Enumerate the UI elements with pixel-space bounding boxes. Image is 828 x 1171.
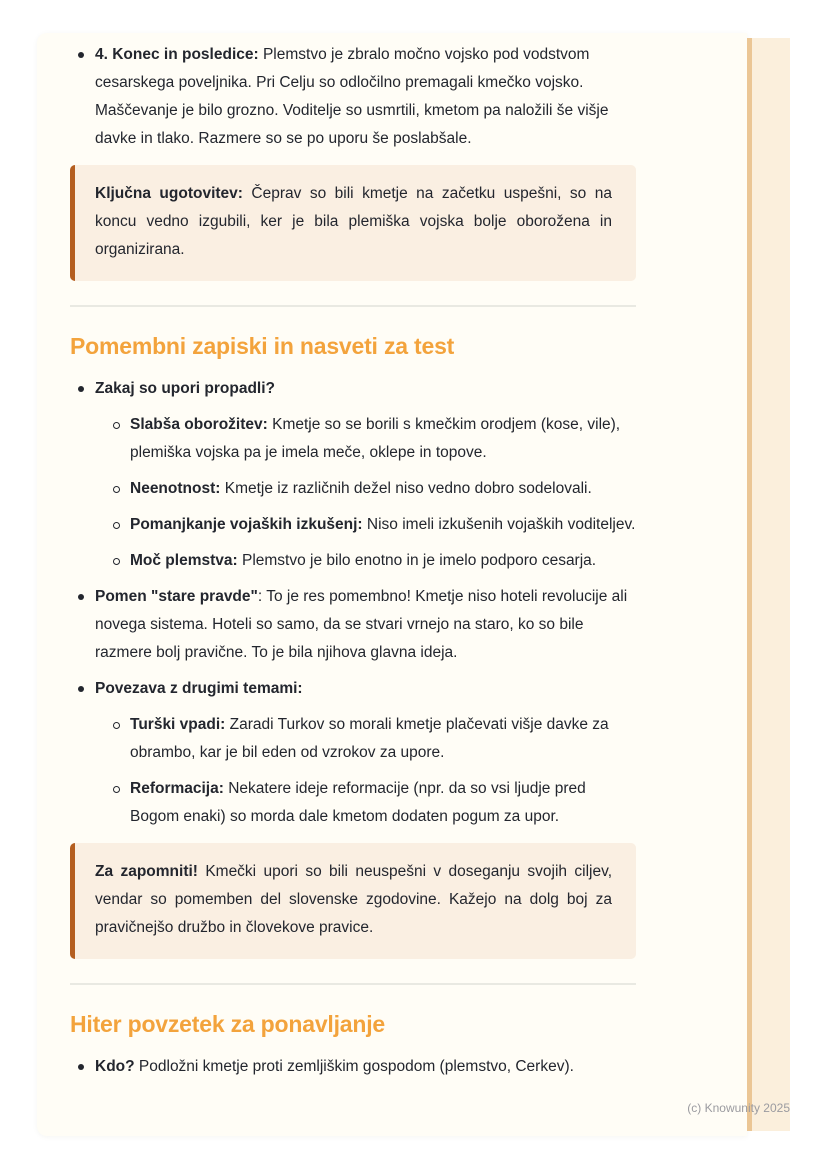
list-item-pomen (70, 583, 636, 667)
sub-list-item-text: Plemstvo je bilo enotno in je imelo podporo cesarja. (237, 552, 597, 569)
bullet-circle-icon (113, 522, 120, 529)
sub-list-item (70, 511, 636, 539)
page-edge-band (752, 38, 790, 1131)
bullet-disc-icon (78, 1064, 84, 1070)
sub-list-item-text: Niso imeli izkušenih vojaških voditeljev. (362, 516, 636, 533)
page-content (70, 33, 636, 1089)
bullet-disc-icon (78, 52, 84, 58)
list-item-lead: Zakaj so upori propadli? (95, 380, 275, 397)
document-page (37, 33, 747, 1136)
list-item-lead: Pomen "stare pravde" (95, 588, 258, 605)
sub-list-item-text: Kmetje so se borili s kmečkim orodjem (kose, vile), plemiška vojska pa je imela meče, oklepe in topove. (130, 416, 621, 461)
bullet-disc-icon (78, 594, 84, 600)
callout-lead: Za zapomniti! (95, 863, 198, 880)
section-heading-zapiski: Pomembni zapiski in nasveti za test (70, 333, 455, 359)
section-heading-povzetek: Hiter povzetek za ponavljanje (70, 1011, 386, 1037)
section-divider (70, 305, 636, 307)
bullet-disc-icon (78, 386, 84, 392)
sub-list-item-lead: Pomanjkanje vojaških izkušenj: (130, 516, 363, 533)
sub-list-item (70, 711, 636, 767)
bullet-circle-icon (113, 558, 120, 565)
callout-text: Kmečki upori so bili neuspešni v doseganju svojih ciljev, vendar so pomemben del slovenske zgodovine. Kažejo na dolg boj za pravičnejšo družbo in človekove pravice. (95, 863, 613, 936)
bullet-circle-icon (113, 422, 120, 429)
callout-za-zapomniti (70, 843, 636, 959)
sub-list-item-text: Nekatere ideje reformacije (npr. da so vsi ljudje pred Bogom enaki) so morda dale kmetom dodaten pogum za upor. (130, 780, 586, 825)
sub-list-item (70, 547, 636, 575)
sublist-povezava (70, 711, 636, 831)
callout-kljucna-ugotovitev (70, 165, 636, 281)
sub-list-item-text: Zaradi Turkov so morali kmetje plačevati višje davke za obrambo, kar je bil eden od vzrokov za upore. (130, 716, 609, 761)
sub-list-item-lead: Slabša oborožitev: (130, 416, 268, 433)
list-item-lead: Povezava z drugimi temami: (95, 680, 303, 697)
sub-list-item-text: Kmetje iz različnih dežel niso vedno dobro sodelovali. (220, 480, 592, 497)
sub-list-item-lead: Neenotnost: (130, 480, 221, 497)
list-item-lead: Kdo? (95, 1058, 135, 1075)
sub-list-item (70, 775, 636, 831)
sub-list-item-lead: Reformacija: (130, 780, 224, 797)
list-item-text: Podložni kmetje proti zemljiškim gospodom (plemstvo, Cerkev). (134, 1058, 574, 1075)
list-item-povezava (70, 675, 636, 703)
bullet-circle-icon (113, 786, 120, 793)
sub-list-item-lead: Moč plemstva: (130, 552, 238, 569)
sub-list-item (70, 411, 636, 467)
bullet-disc-icon (78, 686, 84, 692)
section-divider (70, 983, 636, 985)
list-item-kdo (70, 1053, 636, 1081)
callout-lead: Ključna ugotovitev: (95, 185, 243, 202)
sublist-zakaj (70, 411, 636, 575)
list-item-text: : To je res pomembno! Kmetje niso hoteli revolucije ali novega sistema. Hoteli so samo, da se stvari vrnejo na staro, ko so bile razmere bolj pravične. To je bila njihova glavna ideja. (95, 588, 628, 661)
bullet-circle-icon (113, 486, 120, 493)
watermark: (c) Knowunity 2025 (687, 1101, 790, 1115)
bullet-circle-icon (113, 722, 120, 729)
list-item-text: Plemstvo je zbralo močno vojsko pod vodstvom cesarskega poveljnika. Pri Celju so odločilno premagali kmečko vojsko. Maščevanje je bilo grozno. Voditelje so usmrtili, kmetom pa naložili še višje davke in tlako. Razmere so se po uporu še poslabšale. (95, 46, 609, 147)
list-item-lead: 4. Konec in posledice: (95, 46, 259, 63)
list-item-konec (70, 41, 636, 153)
list-item-zakaj (70, 375, 636, 403)
callout-text: Čeprav so bili kmetje na začetku uspešni, so na koncu vedno izgubili, ker je bila plemiška vojska bolje oborožena in organizirana. (95, 185, 612, 258)
sub-list-item-lead: Turški vpadi: (130, 716, 226, 733)
sub-list-item (70, 475, 636, 503)
